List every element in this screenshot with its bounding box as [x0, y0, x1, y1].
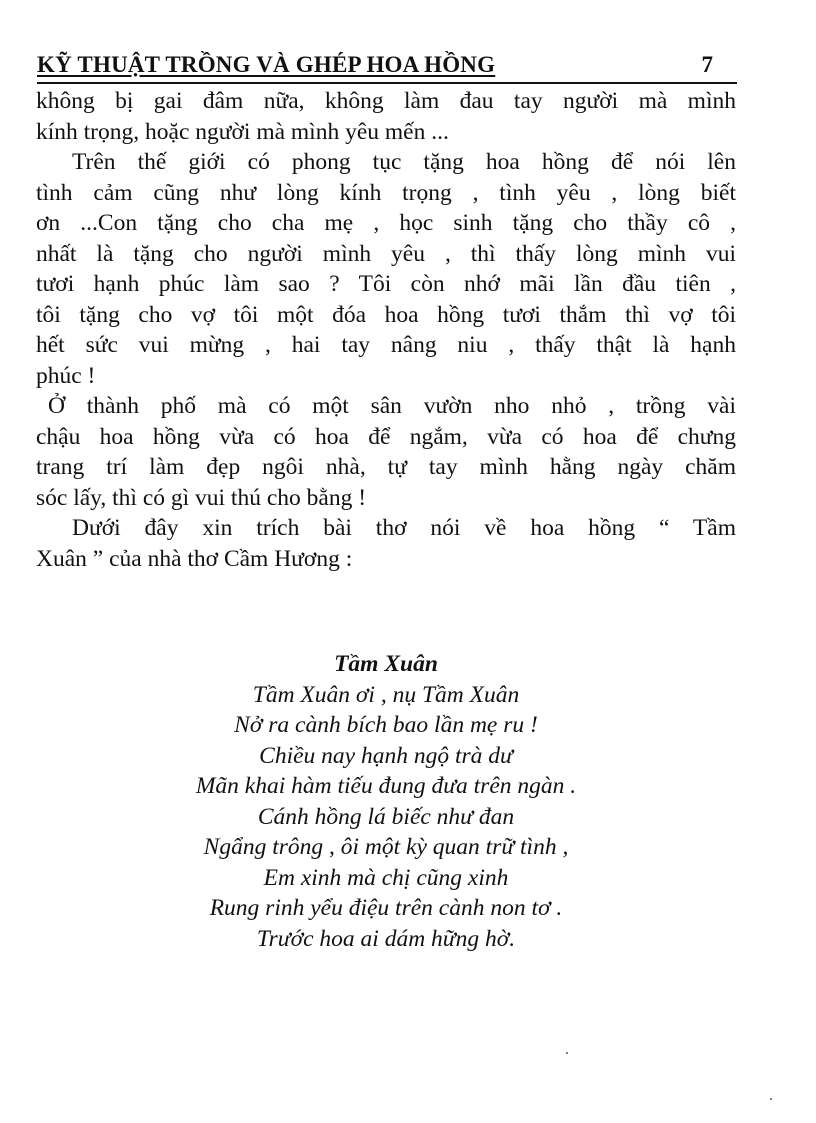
text-line: tôi tặng cho vợ tôi một đóa hoa hồng tươi thắm thì vợ tôi: [36, 301, 736, 328]
text-line: Trên thế giới có phong tục tặng hoa hồng để nói lên: [72, 149, 736, 175]
text-line: hết sức vui mừng , hai tay nâng niu , thấy thật là hạnh: [36, 332, 736, 358]
poem-line: Chiều nay hạnh ngộ trà dư: [259, 742, 513, 769]
text-line: kính trọng, hoặc người mà mình yêu mến ...: [36, 118, 449, 145]
poem-line: Rung rinh yểu điệu trên cành non tơ .: [209, 895, 563, 921]
running-title: KỸ THUẬT TRỒNG VÀ GHÉP HOA HỒNG: [37, 52, 496, 77]
text-line: tình cảm cũng như lòng kính trọng , tình yêu , lòng biết: [36, 179, 736, 206]
poem-line: Trước hoa ai dám hững hờ.: [256, 925, 516, 952]
poem-line: Em xinh mà chị cũng xinh: [263, 864, 509, 891]
text-line: tươi hạnh phúc làm sao ? Tôi còn nhớ mãi lần đầu tiên ,: [36, 271, 736, 297]
poem: [36, 649, 736, 954]
scan-speck: [566, 1052, 568, 1054]
text-line: sóc lấy, thì có gì vui thú cho bằng !: [36, 484, 367, 511]
text-line: nhất là tặng cho người mình yêu , thì thấy lòng mình vui: [36, 240, 736, 267]
poem-line: Ngẩng trông , ôi một kỳ quan trữ tình ,: [203, 834, 569, 860]
text-line: Ở thành phố mà có một sân vườn nho nhỏ , trồng vài: [48, 393, 736, 419]
text-line: chậu hoa hồng vừa có hoa để ngắm, vừa có hoa để chưng: [36, 423, 736, 450]
poem-title: Tầm Xuân: [334, 651, 438, 677]
text-line: ơn ...Con tặng cho cha mẹ , học sinh tặng cho thầy cô ,: [36, 210, 736, 236]
text-line: Dưới đây xin trích bài thơ nói về hoa hồng “ Tầm: [72, 515, 736, 541]
page-header: [37, 52, 737, 84]
text-line: phúc !: [36, 362, 96, 389]
text-line: trang trí làm đẹp ngôi nhà, tự tay mình hằng ngày chăm: [36, 454, 736, 480]
poem-line: Cánh hồng lá biếc như đan: [257, 803, 515, 830]
scan-speck: [770, 1098, 772, 1100]
poem-line: Mãn khai hàm tiếu đung đưa trên ngàn .: [195, 773, 577, 799]
poem-line: Nở ra cành bích bao lần mẹ ru !: [234, 712, 538, 738]
text-line: không bị gai đâm nữa, không làm đau tay người mà mình: [36, 88, 736, 114]
body-text: [36, 86, 736, 574]
text-line: Xuân ” của nhà thơ Cầm Hương :: [36, 545, 353, 572]
page-number: 7: [701, 52, 713, 77]
poem-line: Tầm Xuân ơi , nụ Tầm Xuân: [252, 681, 520, 708]
